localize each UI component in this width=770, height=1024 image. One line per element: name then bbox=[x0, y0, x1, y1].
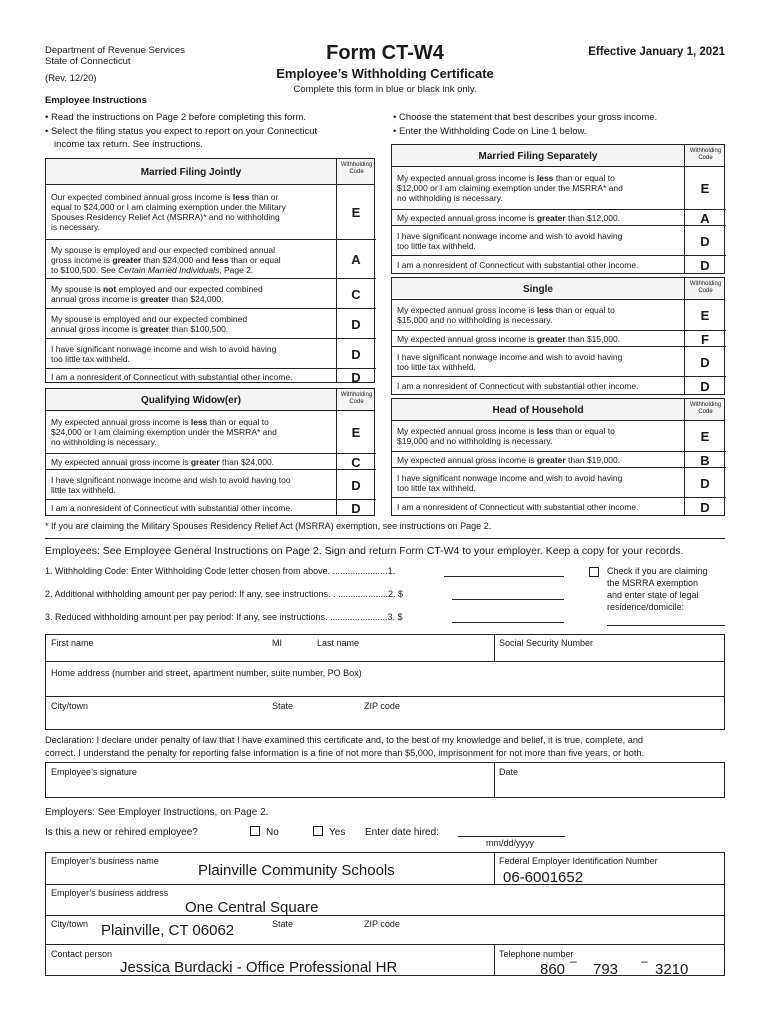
signature-date-field[interactable] bbox=[494, 762, 725, 798]
business-state-label: State bbox=[272, 919, 294, 929]
withholding-code: D bbox=[351, 500, 361, 516]
employees-lead: Employees: See Employee General Instructions on Page 2. Sign and return Form CT-W4 to your employer. Keep a copy for your records. bbox=[45, 545, 684, 557]
home-address-label: Home address (number and street, apartment number, suite number, PO Box) bbox=[51, 668, 362, 678]
last-name-label: Last name bbox=[317, 638, 360, 648]
instruction-1: • Read the instructions on Page 2 before completing this form. bbox=[45, 112, 307, 123]
instruction-4: • Choose the statement that best describes your gross income. bbox=[393, 112, 658, 123]
ink-note: Complete this form in blue or black ink only. bbox=[293, 84, 477, 95]
withholding-code: D bbox=[700, 233, 710, 249]
row-description: My expected annual gross income is greater than $12,000. bbox=[397, 213, 621, 223]
msrra-checkbox[interactable] bbox=[589, 567, 599, 577]
table-row bbox=[392, 467, 726, 497]
city-label: City/town bbox=[51, 701, 89, 711]
fein-label: Federal Employer Identification Number bbox=[499, 856, 658, 866]
withholding-code: D bbox=[700, 475, 710, 491]
form-title: Form CT-W4 bbox=[326, 42, 444, 64]
row-description: I have significant nonwage income and wish to avoid having too little tax withheld. bbox=[397, 352, 623, 372]
signature-label: Employee’s signature bbox=[51, 767, 137, 777]
table-row bbox=[46, 368, 376, 384]
row-description: I am a nonresident of Connecticut with substantial other income. bbox=[51, 503, 293, 513]
date-format-hint: mm/dd/yyyy bbox=[486, 838, 535, 848]
table-qualifying-widower bbox=[45, 388, 375, 516]
table-row bbox=[46, 453, 376, 469]
instruction-5: • Enter the Withholding Code on Line 1 below. bbox=[393, 126, 587, 137]
row-description: My expected annual gross income is greater than $24,000. bbox=[51, 457, 275, 467]
withholding-code: D bbox=[351, 477, 361, 493]
table-row bbox=[46, 185, 376, 239]
msrra-footnote: * If you are claiming the Military Spouses Residency Relief Act (MSRRA) exemption, see instructions on Page 2. bbox=[45, 521, 492, 531]
table-row bbox=[46, 278, 376, 308]
row-description: I am a nonresident of Connecticut with substantial other income. bbox=[397, 381, 639, 391]
effective-date: Effective January 1, 2021 bbox=[588, 46, 725, 58]
line-3-input[interactable] bbox=[452, 622, 564, 623]
table-single bbox=[391, 277, 725, 395]
withholding-code: D bbox=[700, 499, 710, 515]
table-row bbox=[392, 209, 726, 225]
single-title: Single bbox=[522, 284, 553, 295]
table-row bbox=[46, 338, 376, 368]
revision: (Rev. 12/20) bbox=[45, 73, 97, 84]
row-description: My expected annual gross income is less than or equal to $19,000 and no withholding is necessary. bbox=[397, 426, 615, 446]
employee-signature-field[interactable] bbox=[45, 762, 495, 798]
table-row bbox=[392, 376, 726, 394]
withholding-code: E bbox=[351, 424, 361, 440]
telephone-label: Telephone number bbox=[499, 949, 574, 959]
line-2-input[interactable] bbox=[452, 599, 564, 600]
withholding-code: D bbox=[351, 316, 361, 332]
form-subtitle: Employee’s Withholding Certificate bbox=[276, 66, 494, 81]
withholding-code: D bbox=[351, 346, 361, 362]
withholding-code: D bbox=[351, 369, 361, 385]
withholding-code: E bbox=[700, 180, 710, 196]
withholding-code: A bbox=[351, 252, 361, 267]
withholding-code: E bbox=[700, 428, 710, 444]
row-description: My spouse is not employed and our expected combined annual gross income is greater than $24,000. bbox=[51, 284, 263, 304]
table-row bbox=[46, 499, 376, 515]
table-row bbox=[392, 451, 726, 467]
divider-1 bbox=[45, 538, 725, 539]
telephone-line-number: 3210 bbox=[655, 961, 689, 978]
table-married-filing-separately bbox=[391, 144, 725, 274]
line-1-input[interactable] bbox=[444, 576, 564, 577]
fein-field[interactable] bbox=[494, 852, 725, 885]
withholding-code: D bbox=[700, 257, 710, 273]
row-description: I have significant nonwage income and wish to avoid having too little tax withheld. bbox=[397, 473, 623, 493]
state-name: State of Connecticut bbox=[45, 56, 131, 67]
first-name-label: First name bbox=[51, 638, 94, 648]
mfj-code-header: Withholding Code bbox=[340, 162, 373, 175]
business-city-value: Plainville, CT 06062 bbox=[101, 922, 235, 939]
date-hired-input[interactable] bbox=[458, 836, 565, 837]
ssn-field[interactable] bbox=[494, 634, 725, 662]
state-label: State bbox=[272, 701, 294, 711]
home-address-field[interactable] bbox=[45, 661, 725, 697]
telephone-separator-2: – bbox=[641, 954, 648, 968]
row-description: Our expected combined annual gross income is less than or equal to $24,000 or I am claiming exemption under the Military Spouses Residency Relief Act (MSRRA)* and no withholding is necessary. bbox=[51, 192, 286, 232]
row-description: My expected annual gross income is greater than $19,000. bbox=[397, 455, 621, 465]
table-married-filing-jointly bbox=[45, 158, 375, 383]
row-description: I am a nonresident of Connecticut with substantial other income. bbox=[397, 502, 639, 512]
mfs-title: Married Filing Separately bbox=[478, 151, 598, 162]
business-address-value: One Central Square bbox=[185, 899, 319, 916]
row-description: I have significant nonwage income and wish to avoid having too little tax withheld. bbox=[51, 344, 277, 364]
telephone-area-code: 860 bbox=[540, 961, 566, 978]
telephone-exchange: 793 bbox=[593, 961, 619, 978]
withholding-code: A bbox=[700, 210, 710, 226]
date-label: Date bbox=[499, 767, 519, 777]
msrra-text-line: and enter state of legal bbox=[607, 590, 699, 600]
business-name-field[interactable] bbox=[45, 852, 495, 885]
domicile-input[interactable] bbox=[607, 625, 725, 626]
msrra-text-line: residence/domicile: bbox=[607, 602, 685, 612]
contact-person-value: Jessica Burdacki - Office Professional HR bbox=[120, 959, 398, 976]
row-description: My expected annual gross income is less than or equal to $12,000 or I am claiming exemption under the MSRRA* and no withholding is necessary. bbox=[397, 173, 623, 203]
dept-name: Department of Revenue Services bbox=[45, 45, 185, 56]
business-city-field[interactable] bbox=[45, 915, 725, 945]
contact-person-label: Contact person bbox=[51, 949, 113, 959]
instruction-3: income tax return. See instructions. bbox=[54, 139, 203, 150]
row-description: My expected annual gross income is less than or equal to $24,000 or I am claiming exemption under the MSRRA* and no withholding is necessary. bbox=[51, 417, 277, 447]
line-2-label: 2. Additional withholding amount per pay period: If any, see instructions. . ....................2. $ bbox=[45, 589, 404, 599]
qw-code-header: Withholding Code bbox=[340, 392, 373, 405]
ssn-label: Social Security Number bbox=[499, 638, 594, 648]
business-name-value: Plainville Community Schools bbox=[198, 862, 395, 879]
withholding-code: D bbox=[700, 378, 710, 394]
msrra-text-line: Check if you are claiming bbox=[607, 566, 708, 576]
table-row bbox=[392, 497, 726, 515]
table-row bbox=[392, 167, 726, 209]
table-row bbox=[46, 469, 376, 499]
withholding-code: C bbox=[351, 286, 361, 302]
date-hired-label: Enter date hired: bbox=[365, 827, 439, 838]
yes-label: Yes bbox=[329, 827, 346, 838]
business-city-label: City/town bbox=[51, 919, 89, 929]
table-row bbox=[392, 421, 726, 451]
declaration-line-1: Declaration: I declare under penalty of law that I have examined this certificate and, to the best of my knowledge and belief, it is true, complete, and bbox=[45, 735, 644, 745]
new-employee-question: Is this a new or rehired employee? bbox=[45, 827, 198, 838]
withholding-code: E bbox=[351, 204, 361, 220]
withholding-code: D bbox=[700, 354, 710, 370]
mfs-code-header: Withholding Code bbox=[689, 148, 722, 161]
msrra-check-text bbox=[607, 565, 725, 613]
instruction-2: • Select the filing status you expect to report on your Connecticut bbox=[45, 126, 318, 137]
table-row bbox=[46, 411, 376, 453]
zip-label: ZIP code bbox=[364, 701, 400, 711]
no-checkbox[interactable] bbox=[250, 826, 260, 836]
line-1-label: 1. Withholding Code: Enter Withholding Code letter chosen from above. ......................1. bbox=[45, 566, 396, 576]
table-row bbox=[392, 225, 726, 255]
hoh-code-header: Withholding Code bbox=[689, 402, 722, 415]
mi-label: MI bbox=[272, 638, 282, 648]
employers-lead: Employers: See Employer Instructions, on Page 2. bbox=[45, 807, 269, 818]
withholding-code: F bbox=[701, 331, 709, 347]
table-row bbox=[392, 255, 726, 273]
hoh-title: Head of Household bbox=[492, 405, 584, 416]
single-code-header: Withholding Code bbox=[689, 281, 722, 294]
yes-checkbox[interactable] bbox=[313, 826, 323, 836]
table-row bbox=[46, 239, 376, 278]
business-zip-label: ZIP code bbox=[364, 919, 400, 929]
table-head-of-household bbox=[391, 398, 725, 516]
table-row bbox=[392, 330, 726, 346]
telephone-separator-1: – bbox=[570, 954, 577, 968]
table-row bbox=[392, 346, 726, 376]
withholding-code: E bbox=[700, 307, 710, 323]
first-name-field[interactable] bbox=[45, 634, 495, 662]
withholding-code: B bbox=[700, 452, 710, 468]
msrra-text-line: the MSRRA exemption bbox=[607, 578, 699, 588]
line-3-label: 3. Reduced withholding amount per pay period: If any, see instructions. .......................3. $ bbox=[45, 612, 403, 622]
instructions-heading: Employee Instructions bbox=[45, 95, 147, 106]
contact-person-field[interactable] bbox=[45, 944, 495, 976]
declaration-line-2: correct. I understand the penalty for reporting false information is a fine of not more than $5,000, imprisonment for not more than five years, or both. bbox=[45, 748, 645, 758]
row-description: My expected annual gross income is greater than $15,000. bbox=[397, 334, 621, 344]
business-address-label: Employer’s business address bbox=[51, 888, 169, 898]
row-description: My spouse is employed and our expected combined annual gross income is greater than $100,500. bbox=[51, 314, 248, 334]
table-row bbox=[46, 308, 376, 338]
row-description: I am a nonresident of Connecticut with substantial other income. bbox=[397, 260, 639, 270]
business-address-field[interactable] bbox=[45, 884, 725, 916]
row-description: I have significant nonwage income and wish to avoid having too little tax withheld. bbox=[51, 475, 291, 495]
business-name-label: Employer’s business name bbox=[51, 856, 159, 866]
qw-title: Qualifying Widow(er) bbox=[141, 395, 241, 406]
mfj-title: Married Filing Jointly bbox=[140, 167, 242, 178]
row-description: I have significant nonwage income and wish to avoid having too little tax withheld. bbox=[397, 231, 623, 251]
row-description: I am a nonresident of Connecticut with substantial other income. bbox=[51, 372, 293, 382]
withholding-code: C bbox=[351, 454, 361, 470]
row-description: My spouse is employed and our expected combined annual gross income is greater than $24,000 and less than or equal to $100,500. See Certain Married Individuals, Page 2. bbox=[51, 244, 281, 275]
city-state-zip-field[interactable] bbox=[45, 696, 725, 730]
telephone-field[interactable] bbox=[494, 944, 725, 976]
table-row bbox=[392, 300, 726, 330]
fein-value: 06-6001652 bbox=[503, 869, 584, 886]
no-label: No bbox=[266, 827, 279, 838]
row-description: My expected annual gross income is less than or equal to $15,000 and no withholding is necessary. bbox=[397, 305, 615, 325]
